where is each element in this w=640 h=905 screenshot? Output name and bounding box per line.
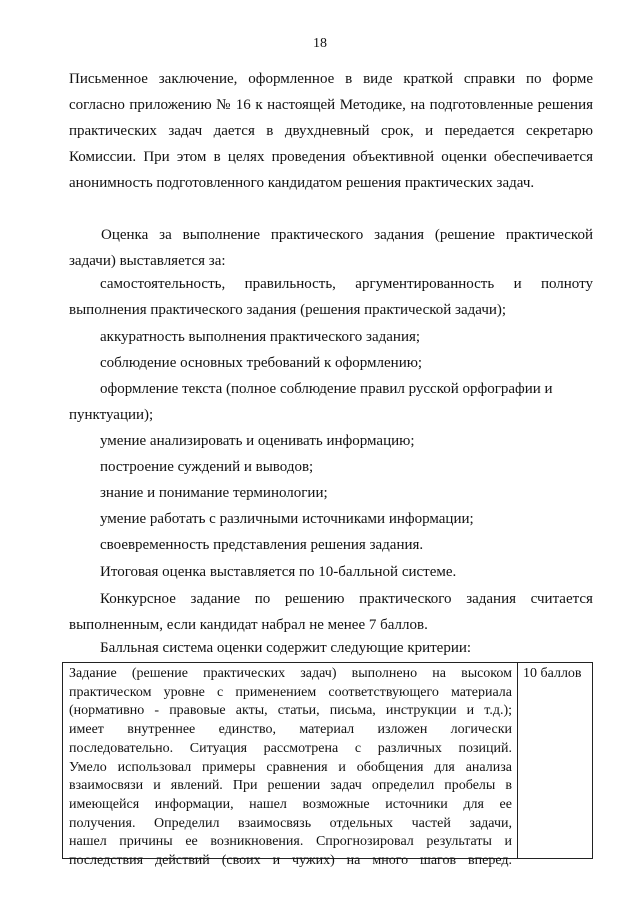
assessment-intro-text: Оценка за выполнение практического задания (решение практической задачи) выставляется за:	[69, 227, 593, 269]
criterion-line: получения. Определил взаимосвязь отдельных частей задачи,	[69, 815, 512, 831]
contest-word: практического	[359, 591, 452, 607]
criterion-line: (нормативно - правовые акты, статьи, письма, инструкции и т.д.);	[69, 703, 512, 719]
criteria-word: правильность,	[244, 276, 336, 292]
final-grade-line: Итоговая оценка выставляется по 10-балльной системе.	[100, 564, 457, 580]
criterion-line: последовательно. Ситуация рассмотрена с различных позиций.	[69, 740, 512, 756]
criterion-line: имеет внутреннее единство, материал изложен логически	[69, 722, 512, 738]
criteria-item: аккуратность выполнения практического задания;	[100, 329, 421, 345]
contest-line-first	[100, 591, 593, 608]
criteria-word: самостоятельность,	[100, 276, 226, 292]
contest-word: считается	[530, 591, 593, 607]
criteria-item: умение работать с различными источниками информации;	[100, 511, 474, 527]
criteria-item: оформление текста (полное соблюдение правил русской орфографии и	[100, 381, 553, 397]
criteria-item: своевременность представления решения задания.	[100, 537, 424, 553]
score-cell: 10 баллов	[523, 666, 582, 681]
contest-word: задание	[190, 591, 241, 607]
contest-word: задания	[466, 591, 517, 607]
scoring-intro-line: Балльная система оценки содержит следующие критерии:	[100, 640, 472, 656]
criterion-line: Умело использовал примеры сравнения и обобщения для анализа	[69, 759, 512, 775]
criteria-item: соблюдение основных требований к оформлению;	[100, 355, 423, 371]
criteria-first-continuation: выполнения практического задания (решения практической задачи);	[69, 302, 507, 318]
criterion-line: практическом уровне с применением соответствующего материала	[69, 684, 512, 700]
criteria-word: и	[513, 276, 522, 292]
contest-word: решению	[284, 591, 345, 607]
criterion-description-cell	[63, 663, 518, 869]
criteria-item-continuation: пунктуации);	[69, 407, 154, 423]
criteria-word: полноту	[540, 276, 593, 292]
criterion-line: имеющейся информации, нашел возможные источники для ее	[69, 796, 512, 812]
criterion-line: Задание (решение практических задач) выполнено на высоком	[69, 666, 512, 681]
assessment-intro-paragraph	[69, 222, 593, 274]
page-number: 18	[313, 36, 327, 51]
contest-word: по	[254, 591, 271, 607]
criteria-item: построение суждений и выводов;	[100, 459, 314, 475]
criterion-line: взаимосвязи и явлений. При решении задач определил пробелы в	[69, 778, 512, 794]
criterion-line: нашел причины ее возникновения. Спрогнозировал результаты и	[69, 834, 512, 850]
criteria-first-line	[100, 276, 593, 293]
contest-word: Конкурсное	[100, 591, 176, 607]
criteria-word: аргументированность	[355, 276, 495, 292]
contest-line-second: выполненным, если кандидат набрал не менее 7 баллов.	[69, 617, 428, 633]
criterion-line: последствия действий (своих и чужих) на много шагов вперед.	[69, 853, 512, 869]
criteria-item: знание и понимание терминологии;	[100, 485, 328, 501]
intro-paragraph-text: Письменное заключение, оформленное в виде краткой справки по форме согласно приложению № 16 к настоящей Методике, на подготовленные решения практических задач дается в двухдневный срок, и передается секретарю Комиссии. При этом в целях проведения объективной оценки обеспечивается анонимность подготовленного кандидатом решения практических задач.	[69, 71, 593, 191]
scoring-table	[62, 662, 593, 869]
intro-paragraph	[69, 66, 593, 196]
criteria-item: умение анализировать и оценивать информацию;	[100, 433, 415, 449]
